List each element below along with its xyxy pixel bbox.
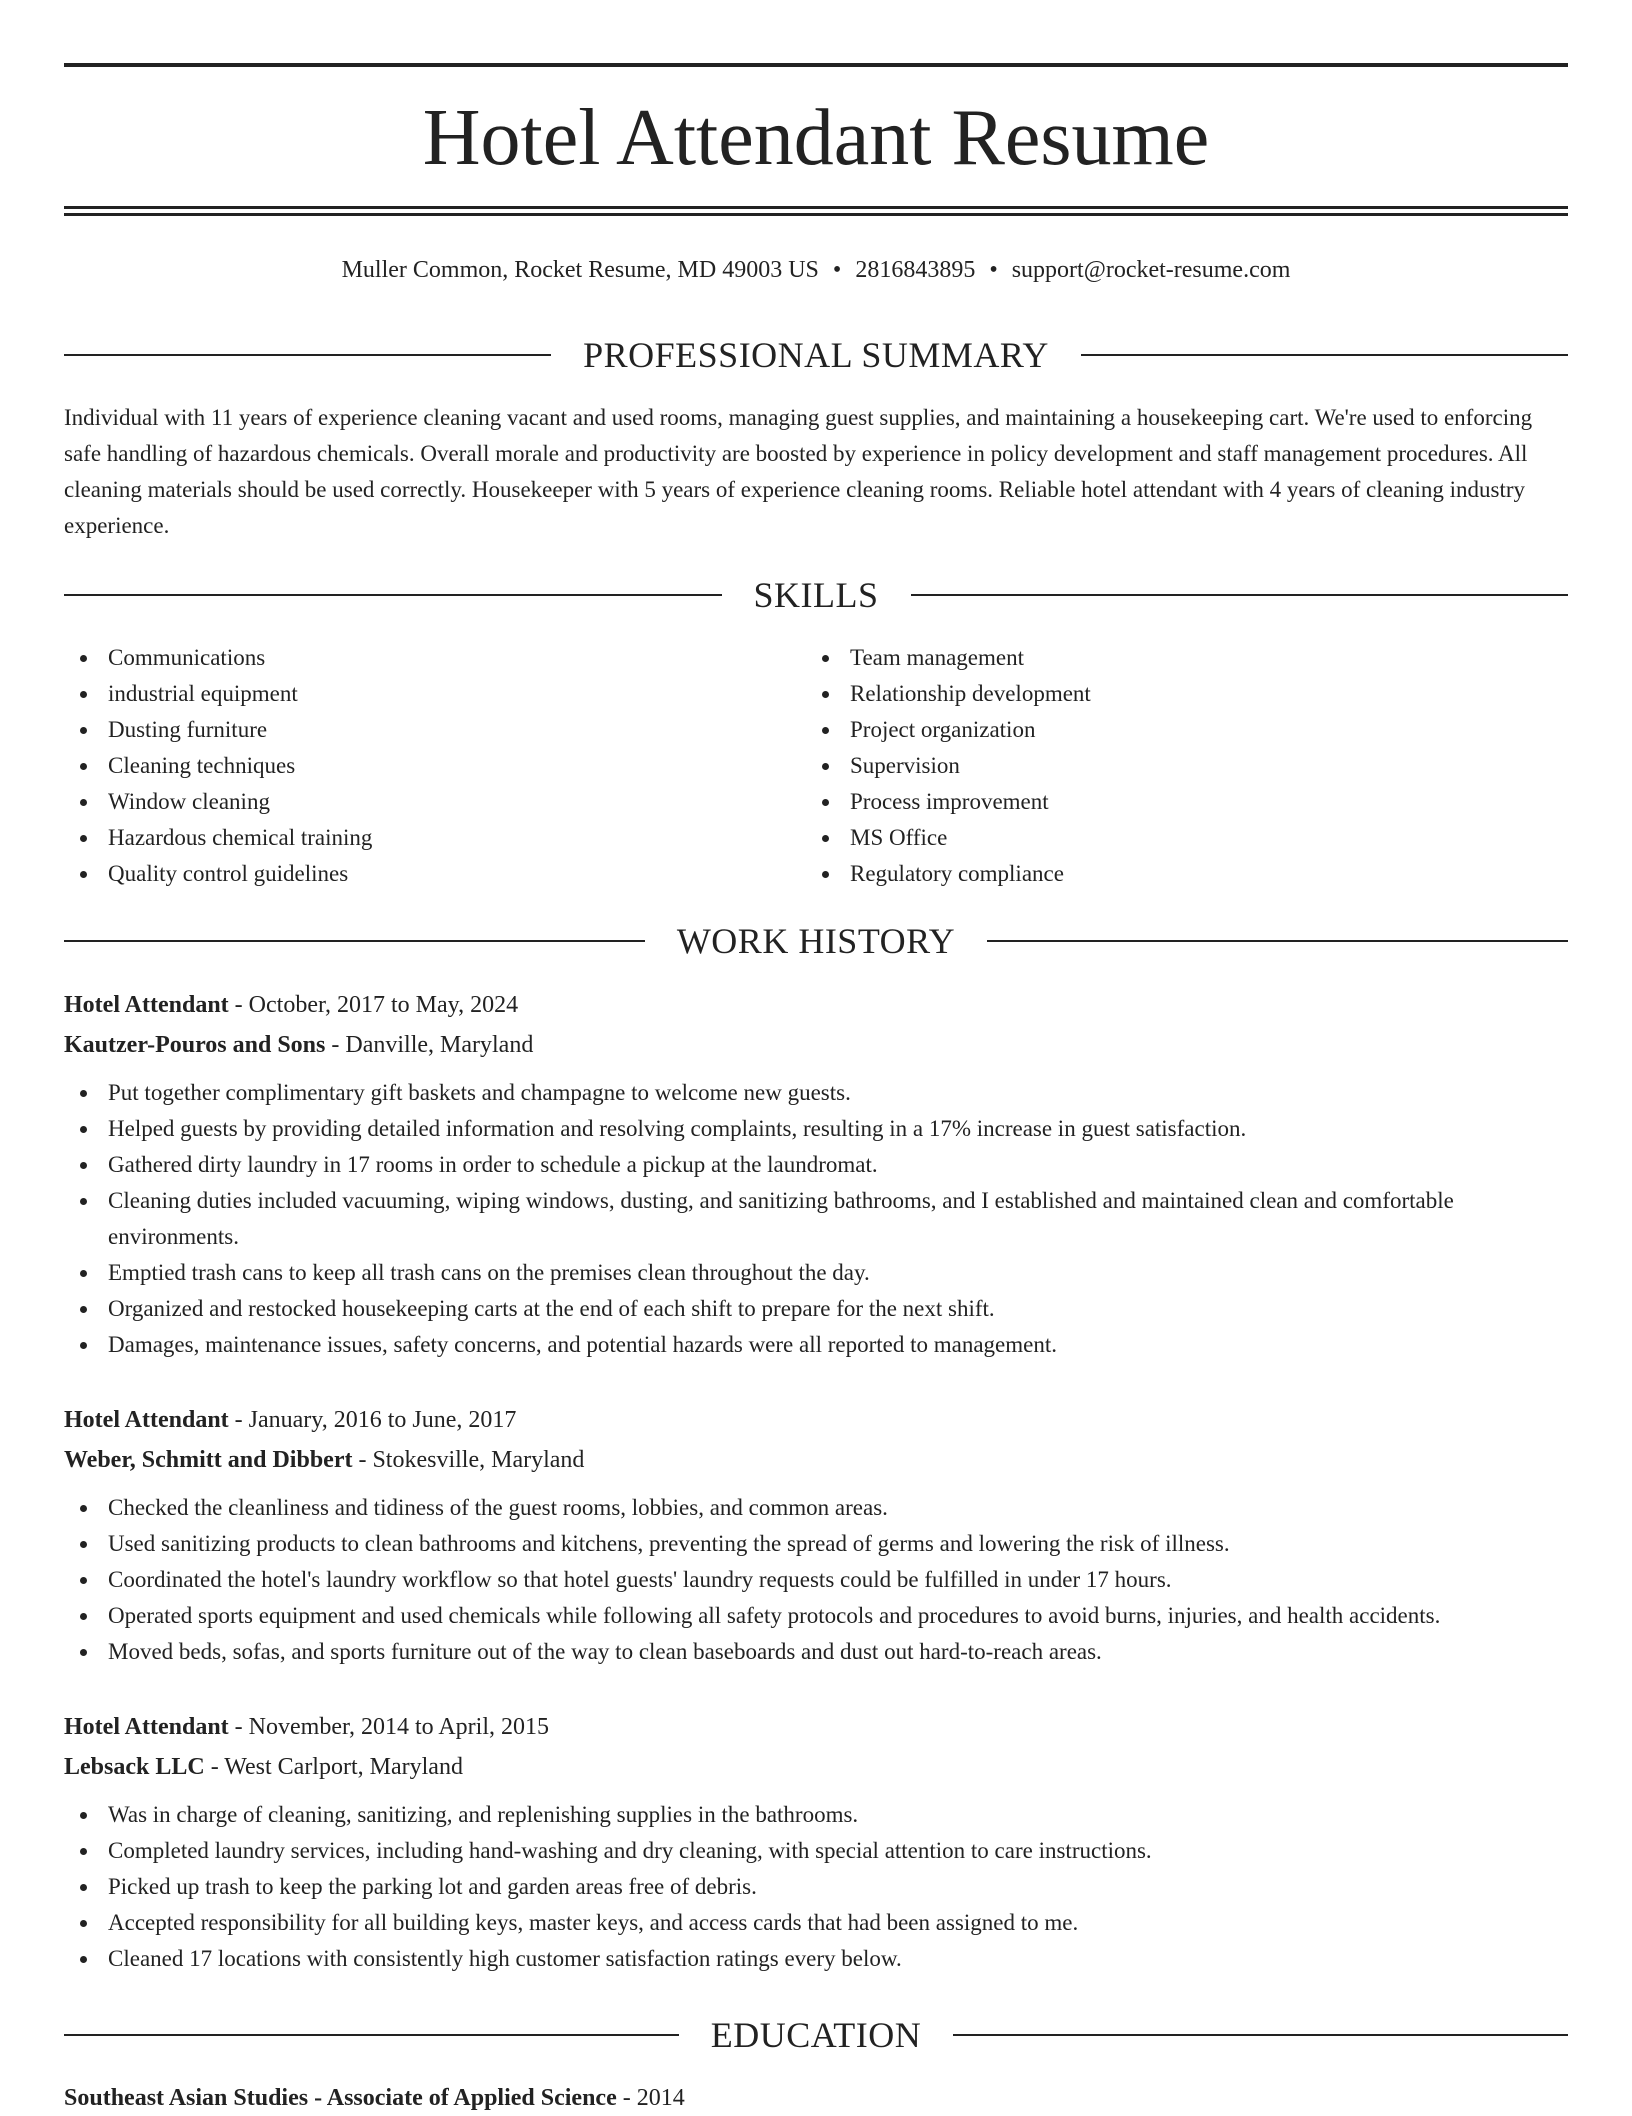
skill-item: Regulatory compliance — [806, 856, 1568, 892]
job-title: Hotel Attendant — [64, 992, 229, 1018]
job-dates: - November, 2014 to April, 2015 — [228, 1714, 550, 1740]
job-entry — [64, 1707, 1568, 1977]
section-header-work-history — [64, 919, 1568, 963]
skill-item: Cleaning techniques — [64, 748, 806, 784]
duty-item: Accepted responsibility for all building keys, master keys, and access cards that had been assigned to me. — [64, 1905, 1568, 1941]
title-double-rule — [64, 206, 1568, 216]
job-location: - Stokesville, Maryland — [352, 1447, 585, 1473]
job-entry — [64, 1400, 1568, 1670]
contact-phone: 2816843895 — [855, 257, 976, 283]
contact-line — [64, 254, 1568, 286]
education-degree: Southeast Asian Studies - Associate of Applied Science — [64, 2085, 617, 2111]
skill-item: Project organization — [806, 712, 1568, 748]
skill-item: Dusting furniture — [64, 712, 806, 748]
duty-item: Organized and restocked housekeeping carts at the end of each shift to prepare for the next shift. — [64, 1291, 1568, 1327]
divider-line — [987, 940, 1568, 942]
section-header-education — [64, 2013, 1568, 2057]
job-title: Hotel Attendant — [64, 1407, 229, 1433]
contact-separator: • — [832, 257, 842, 283]
duty-item: Used sanitizing products to clean bathrooms and kitchens, preventing the spread of germs and lowering the risk of illness. — [64, 1526, 1568, 1562]
skills-column-left — [64, 640, 806, 892]
divider-line — [911, 594, 1569, 596]
top-rule — [64, 63, 1568, 67]
duty-item: Gathered dirty laundry in 17 rooms in order to schedule a pickup at the laundromat. — [64, 1147, 1568, 1183]
job-company: Weber, Schmitt and Dibbert — [64, 1447, 353, 1473]
contact-separator: • — [989, 257, 998, 283]
skill-item: Team management — [806, 640, 1568, 676]
job-title-line — [64, 1707, 1568, 1747]
contact-email: support@rocket-resume.com — [1011, 257, 1291, 283]
duty-item: Helped guests by providing detailed information and resolving complaints, resulting in a 17% increase in guest satisfaction. — [64, 1111, 1568, 1147]
job-duties — [64, 1075, 1568, 1363]
page-title: Hotel Attendant Resume — [422, 94, 1210, 182]
duty-item: Operated sports equipment and used chemicals while following all safety protocols and procedures to avoid burns, injuries, and health accidents. — [64, 1598, 1568, 1634]
section-header-summary — [64, 333, 1568, 377]
divider-line — [953, 2034, 1568, 2036]
skill-item: MS Office — [806, 820, 1568, 856]
job-company: Lebsack LLC — [64, 1754, 205, 1780]
skill-item: Supervision — [806, 748, 1568, 784]
section-title: SKILLS — [753, 575, 879, 615]
divider-line — [64, 594, 722, 596]
duty-item: Cleaning duties included vacuuming, wiping windows, dusting, and sanitizing bathrooms, and I established and maintained clean and comfortable environments. — [64, 1183, 1568, 1255]
duty-item: Put together complimentary gift baskets and champagne to welcome new guests. — [64, 1075, 1568, 1111]
duty-item: Completed laundry services, including hand-washing and dry cleaning, with special attention to care instructions. — [64, 1833, 1568, 1869]
job-company-line — [64, 1440, 1568, 1480]
job-dates: - October, 2017 to May, 2024 — [228, 992, 519, 1018]
skills-list — [64, 640, 1568, 892]
contact-address: Muller Common, Rocket Resume, MD 49003 US — [341, 257, 819, 283]
job-company-line — [64, 1747, 1568, 1787]
skill-item: Relationship development — [806, 676, 1568, 712]
section-title: EDUCATION — [710, 2015, 922, 2055]
skills-column-right — [806, 640, 1568, 892]
divider-line — [64, 940, 645, 942]
job-duties — [64, 1797, 1568, 1977]
duty-item: Was in charge of cleaning, sanitizing, and replenishing supplies in the bathrooms. — [64, 1797, 1568, 1833]
skill-item: industrial equipment — [64, 676, 806, 712]
job-location: - West Carlport, Maryland — [204, 1754, 463, 1780]
skill-item: Process improvement — [806, 784, 1568, 820]
divider-line — [64, 354, 551, 356]
duty-item: Emptied trash cans to keep all trash cans on the premises clean throughout the day. — [64, 1255, 1568, 1291]
job-entry — [64, 985, 1568, 1363]
job-location: - Danville, Maryland — [325, 1032, 534, 1058]
duty-item: Coordinated the hotel's laundry workflow so that hotel guests' laundry requests could be fulfilled in under 17 hours. — [64, 1562, 1568, 1598]
job-dates: - January, 2016 to June, 2017 — [228, 1407, 517, 1433]
skill-item: Communications — [64, 640, 806, 676]
divider-line — [1081, 354, 1568, 356]
professional-summary: Individual with 11 years of experience cleaning vacant and used rooms, managing guest supplies, and maintaining a housekeeping cart. We're used to enforcing safe handling of hazardous chemicals. Overall morale and productivity are boosted by experience in policy development and staff management procedures. All cleaning materials should be used correctly. Housekeeper with 5 years of experience cleaning rooms. Reliable hotel attendant with 4 years of cleaning industry experience. — [64, 405, 1533, 538]
job-company: Kautzer-Pouros and Sons — [64, 1032, 326, 1058]
duty-item: Damages, maintenance issues, safety concerns, and potential hazards were all reported to management. — [64, 1327, 1568, 1363]
job-company-line — [64, 1025, 1568, 1065]
section-title: PROFESSIONAL SUMMARY — [583, 335, 1049, 375]
job-duties — [64, 1490, 1568, 1670]
section-title: WORK HISTORY — [676, 921, 956, 961]
job-title-line — [64, 1400, 1568, 1440]
skill-item: Hazardous chemical training — [64, 820, 806, 856]
duty-item: Checked the cleanliness and tidiness of the guest rooms, lobbies, and common areas. — [64, 1490, 1568, 1526]
duty-item: Cleaned 17 locations with consistently high customer satisfaction ratings every below. — [64, 1941, 1568, 1977]
divider-line — [64, 2034, 679, 2036]
section-header-skills — [64, 573, 1568, 617]
job-title-line — [64, 985, 1568, 1025]
skill-item: Quality control guidelines — [64, 856, 806, 892]
skill-item: Window cleaning — [64, 784, 806, 820]
education-year: - 2014 — [616, 2085, 685, 2111]
duty-item: Moved beds, sofas, and sports furniture out of the way to clean baseboards and dust out hard-to-reach areas. — [64, 1634, 1568, 1670]
job-title: Hotel Attendant — [64, 1714, 229, 1740]
education-entry — [64, 2080, 1568, 2116]
duty-item: Picked up trash to keep the parking lot and garden areas free of debris. — [64, 1869, 1568, 1905]
